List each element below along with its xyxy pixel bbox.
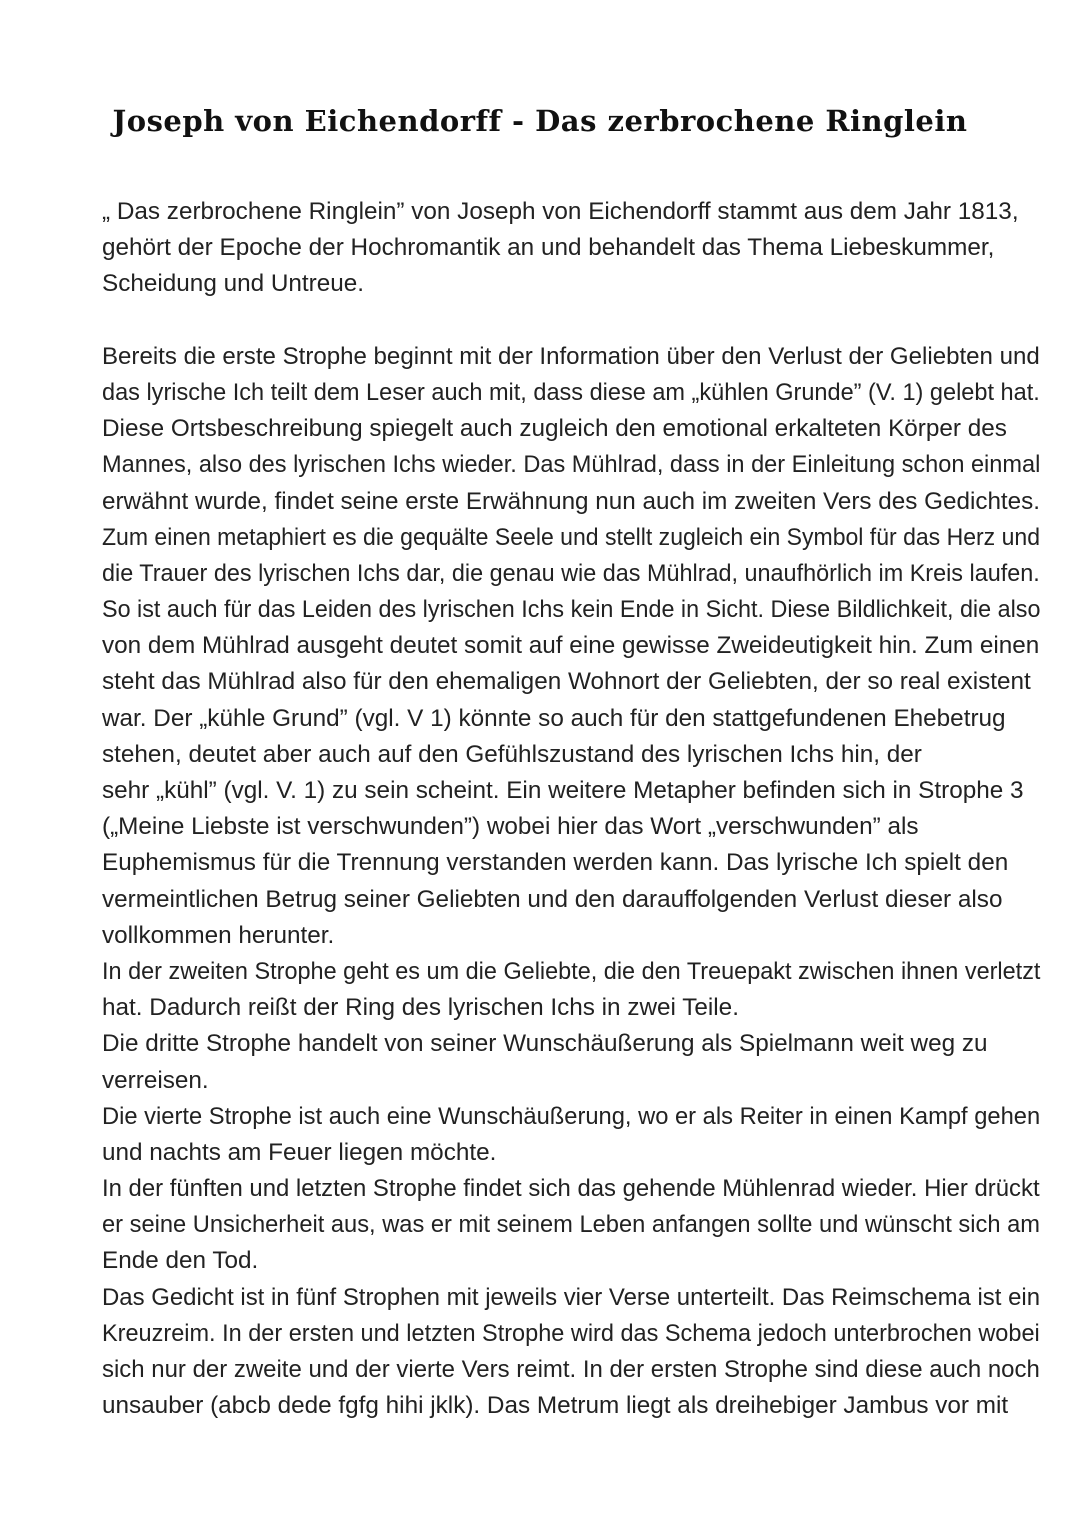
text-line: erwähnt wurde, findet seine erste Erwähnung nun auch im zweiten Vers des Gedichtes.	[102, 487, 1041, 515]
text-line: Die vierte Strophe ist auch eine Wunschäußerung, wo er als Reiter in einen Kampf gehen	[102, 1102, 1041, 1130]
text-line: vermeintlichen Betrug seiner Geliebten und den darauffolgenden Verlust dieser also	[102, 885, 1003, 913]
text-line: Diese Ortsbeschreibung spiegelt auch zugleich den emotional erkalteten Körper des	[102, 415, 1007, 443]
text-line: von dem Mühlrad ausgeht deutet somit auf eine gewisse Zweideutigkeit hin. Zum einen	[102, 632, 1040, 660]
text-line: verreisen.	[102, 1066, 209, 1094]
text-line: Ende den Tod.	[102, 1247, 259, 1275]
text-line: Scheidung und Untreue.	[102, 270, 365, 298]
text-line: er seine Unsicherheit aus, was er mit seinem Leben anfangen sollte und wünscht sich am	[102, 1211, 1040, 1239]
main-paragraph	[102, 339, 1041, 1425]
intro-paragraph	[102, 194, 1019, 303]
paragraph-gap	[102, 303, 1002, 339]
text-line: stehen, deutet aber auch auf den Gefühlszustand des lyrischen Ichs hin, der	[102, 740, 922, 768]
text-line: das lyrische Ich teilt dem Leser auch mit, dass diese am „kühlen Grunde” (V. 1) gelebt hat.	[102, 378, 1040, 406]
text-line: die Trauer des lyrischen Ichs dar, die genau wie das Mühlrad, unaufhörlich im Kreis laufen.	[102, 559, 1040, 587]
text-line: steht das Mühlrad also für den ehemaligen Wohnort der Geliebten, der so real existent	[102, 668, 1031, 696]
text-line: Bereits die erste Strophe beginnt mit der Information über den Verlust der Geliebten und	[102, 342, 1040, 370]
text-line: war. Der „kühle Grund” (vgl. V 1) könnte so auch für den stattgefundenen Ehebetrug	[102, 704, 1006, 732]
text-line: vollkommen herunter.	[102, 921, 335, 949]
document-body	[102, 194, 1041, 1424]
text-line: hat. Dadurch reißt der Ring des lyrischen Ichs in zwei Teile.	[102, 994, 739, 1022]
text-line: („Meine Liebste ist verschwunden”) wobei hier das Wort „verschwunden” als	[102, 813, 919, 841]
text-line: So ist auch für das Leiden des lyrischen Ichs kein Ende in Sicht. Diese Bildlichkeit, die also	[102, 596, 1041, 624]
text-line: „ Das zerbrochene Ringlein” von Joseph von Eichendorff stammt aus dem Jahr 1813,	[102, 198, 1019, 225]
text-line: Die dritte Strophe handelt von seiner Wunschäußerung als Spielmann weit weg zu	[102, 1030, 988, 1058]
text-line: Mannes, also des lyrischen Ichs wieder. Das Mühlrad, dass in der Einleitung schon einmal	[102, 451, 1041, 479]
document-title: Joseph von Eichendorff - Das zerbrochene Ringlein	[112, 104, 968, 138]
text-line: Kreuzreim. In der ersten und letzten Strophe wird das Schema jedoch unterbrochen wobei	[102, 1319, 1040, 1347]
text-line: unsauber (abcb dede fgfg hihi jklk). Das Metrum liegt als dreihebiger Jambus vor mit	[102, 1392, 1009, 1420]
text-line: Das Gedicht ist in fünf Strophen mit jeweils vier Verse unterteilt. Das Reimschema ist ein	[102, 1283, 1041, 1311]
text-line: Euphemismus für die Trennung verstanden werden kann. Das lyrische Ich spielt den	[102, 849, 1009, 877]
text-line: Zum einen metaphiert es die gequälte Seele und stellt zugleich ein Symbol für das Herz und	[102, 523, 1040, 551]
text-line: und nachts am Feuer liegen möchte.	[102, 1138, 497, 1166]
text-line: In der fünften und letzten Strophe findet sich das gehende Mühlenrad wieder. Hier drückt	[102, 1175, 1040, 1203]
text-line: sehr „kühl” (vgl. V. 1) zu sein scheint. Ein weitere Metapher befinden sich in Strophe 3	[102, 777, 1024, 804]
text-line: sich nur der zweite und der vierte Vers reimt. In der ersten Strophe sind diese auch noch	[102, 1356, 1040, 1383]
text-line: In der zweiten Strophe geht es um die Geliebte, die den Treuepakt zwischen ihnen verletzt	[102, 957, 1041, 985]
text-line: gehört der Epoche der Hochromantik an und behandelt das Thema Liebeskummer,	[102, 234, 995, 262]
